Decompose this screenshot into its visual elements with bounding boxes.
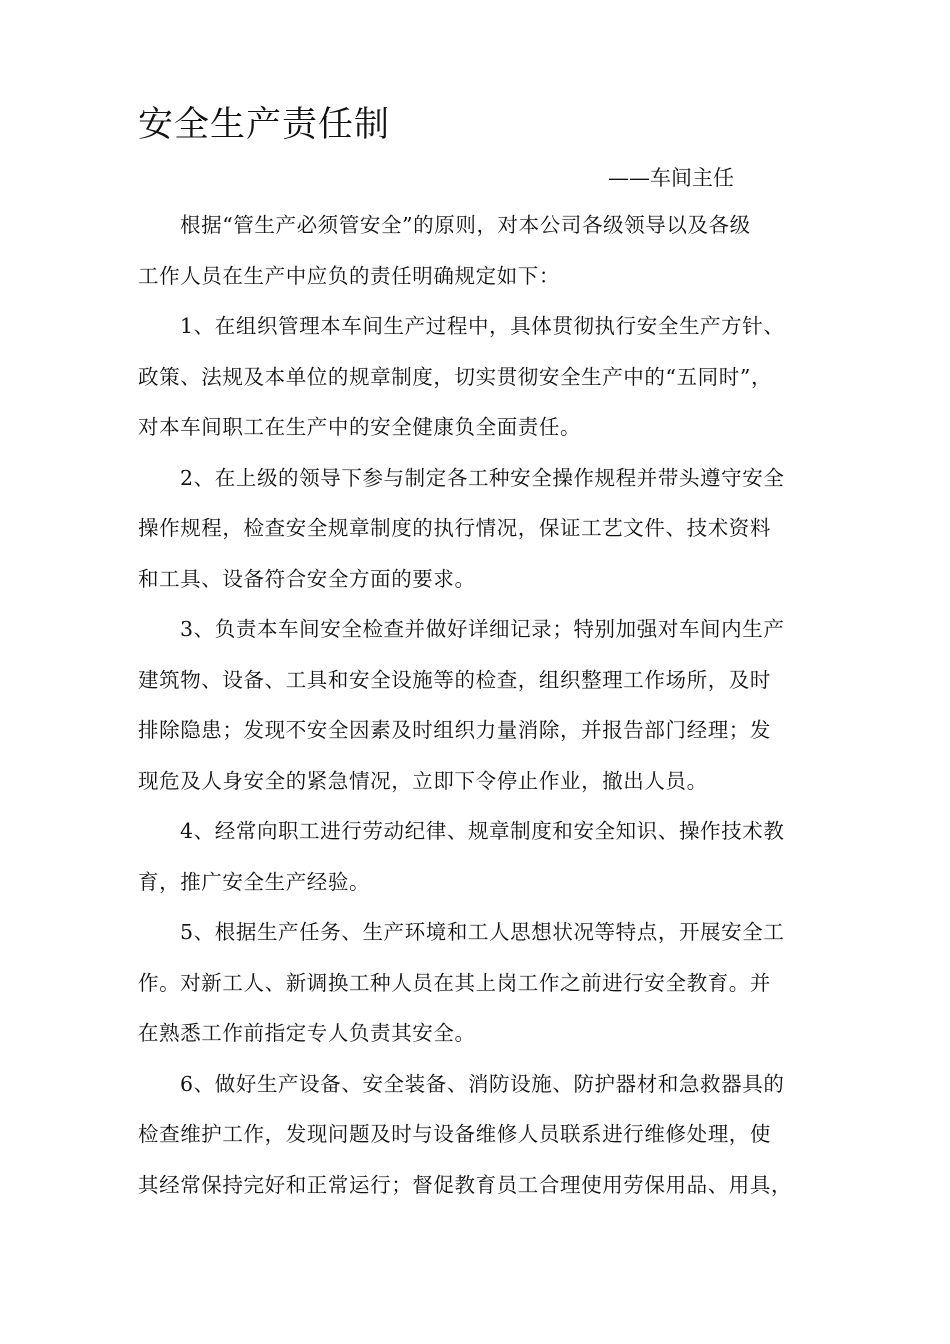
document-title: 安全生产责任制 bbox=[138, 105, 391, 145]
paragraph-line: 操作规程，检查安全规章制度的执行情况，保证工艺文件、技术资料 bbox=[138, 516, 771, 540]
paragraph-line: 根据“管生产必须管安全”的原则，对本公司各级领导以及各级 bbox=[180, 213, 751, 237]
paragraph-item-3 bbox=[138, 612, 828, 799]
paragraph-line: 工作人员在生产中应负的责任明确规定如下： bbox=[138, 263, 560, 288]
paragraph-line: 政策、法规及本单位的规章制度，切实贯彻安全生产中的“五同时”， bbox=[138, 364, 773, 389]
paragraph-line: 3、负责本车间安全检查并做好详细记录；特别加强对车间内生产 bbox=[180, 617, 785, 641]
paragraph-item-1 bbox=[138, 309, 828, 446]
paragraph-line: 其经常保持完好和正常运行；督促教育员工合理使用劳保用品、用具， bbox=[138, 1172, 793, 1197]
paragraph-line: 建筑物、设备、工具和安全设施等的检查，组织整理工作场所，及时 bbox=[138, 667, 771, 692]
document-body bbox=[138, 208, 828, 1218]
paragraph-item-4 bbox=[138, 814, 828, 900]
paragraph-line: 4、经常向职工进行劳动纪律、规章制度和安全知识、操作技术教 bbox=[180, 819, 785, 843]
paragraph-line: 现危及人身安全的紧急情况，立即下令停止作业，撤出人员。 bbox=[138, 768, 708, 793]
paragraph-line: 育，推广安全生产经验。 bbox=[138, 869, 371, 894]
paragraph-line: 作。对新工人、新调换工种人员在其上岗工作之前进行安全教育。并 bbox=[138, 970, 771, 995]
paragraph-line: 6、做好生产设备、安全装备、消防设施、防护器材和急救器具的 bbox=[180, 1071, 785, 1096]
paragraph-line: 检查维护工作，发现问题及时与设备维修人员联系进行维修处理，使 bbox=[138, 1122, 771, 1146]
paragraph-item-5 bbox=[138, 915, 828, 1052]
paragraph-intro bbox=[138, 208, 828, 294]
paragraph-line: 2、在上级的领导下参与制定各工种安全操作规程并带头遵守安全 bbox=[180, 465, 785, 490]
paragraph-line: 1、在组织管理本车间生产过程中，具体贯彻执行安全生产方针、 bbox=[180, 314, 785, 338]
paragraph-item-2 bbox=[138, 461, 828, 598]
paragraph-line: 和工具、设备符合安全方面的要求。 bbox=[138, 566, 476, 591]
paragraph-line: 5、根据生产任务、生产环境和工人思想状况等特点，开展安全工 bbox=[180, 920, 785, 944]
paragraph-item-6 bbox=[138, 1067, 828, 1204]
paragraph-line: 对本车间职工在生产中的安全健康负全面责任。 bbox=[138, 415, 582, 439]
document-subtitle: ——车间主任 bbox=[608, 166, 734, 190]
paragraph-line: 排除隐患；发现不安全因素及时组织力量消除，并报告部门经理；发 bbox=[138, 718, 771, 742]
paragraph-line: 在熟悉工作前指定专人负责其安全。 bbox=[138, 1021, 476, 1045]
